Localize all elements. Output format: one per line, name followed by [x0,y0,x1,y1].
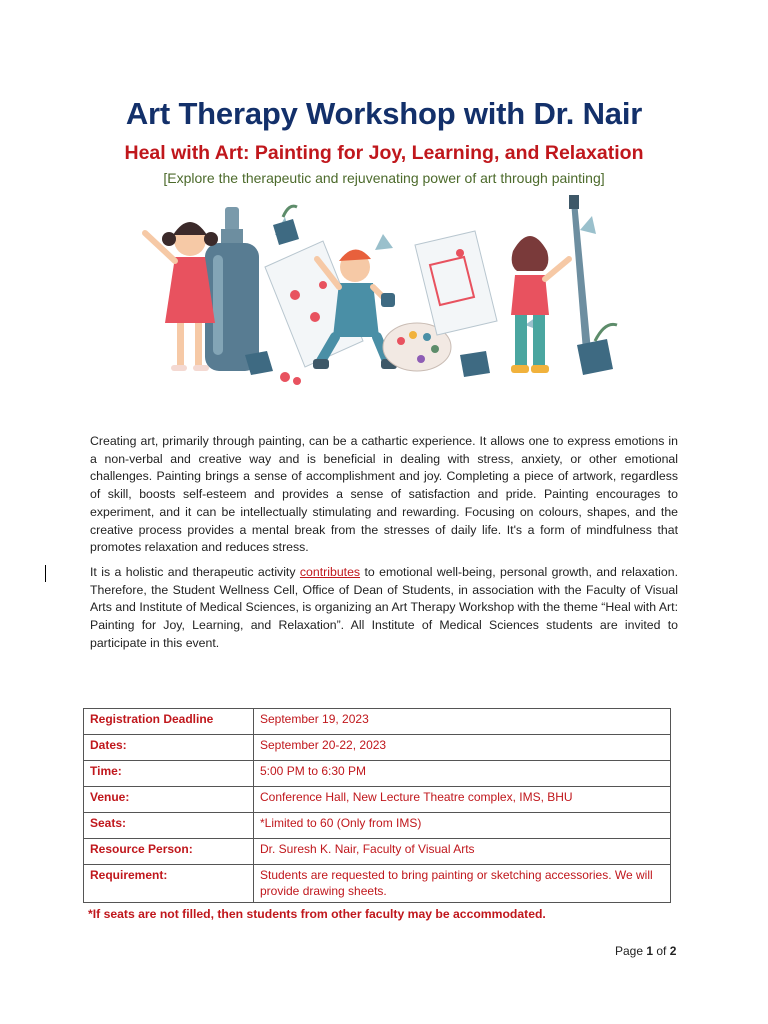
page-title: Art Therapy Workshop with Dr. Nair [125,96,643,131]
paint-bottle-icon [205,207,259,371]
page-number [615,944,676,958]
table-row [84,709,671,735]
row-value: September 19, 2023 [254,709,671,735]
workshop-details-table [83,708,671,903]
contributes-link[interactable]: contributes [299,565,361,579]
table-row [84,865,671,903]
page-prefix: Page [615,944,647,958]
row-label: Time: [84,761,254,787]
page-total: 2 [669,944,677,958]
page-current: 1 [646,944,654,958]
paragraph-text-end: to emotional well-being, personal growth, and relaxation. Therefore, the Student Wellness Cell, Office of Dean of Students, in association with the Faculty of Visual Arts and Institute of Medical Sciences, is organizing an Art Therapy Workshop with the theme “Heal with Art: Painting for Joy, Learning, and Relaxation”. All Institute of Medical Sciences students are invited to participate in this event. [90,565,678,650]
row-value: September 20-22, 2023 [254,735,671,761]
row-label: Requirement: [84,865,254,903]
paragraph-text-start: It is a holistic and therapeutic activity [90,565,300,579]
small-pot-icon [460,351,490,377]
table-row [84,839,671,865]
row-label: Registration Deadline [84,709,254,735]
row-label: Venue: [84,787,254,813]
page-of: of [653,944,670,958]
paint-brush-icon [569,195,591,351]
page-subtitle: Heal with Art: Painting for Joy, Learning, and Relaxation [124,142,644,164]
table-row [84,813,671,839]
plant-pot-icon [273,206,299,245]
intro-paragraph: Creating art, primarily through painting, can be a cathartic experience. It allows one to express emotions in a non-verbal and creative way and is beneficial in dealing with stress, anxiety, or other emotional challenges. Painting brings a sense of accomplishment and joy. Completing a piece of artwork, regardless of skill, boosts self-esteem and provides a sense of satisfaction and pride. Painting encourages to experiment, and it can be intellectually stimulating and rewarding. Focusing on colours, shapes, and the creative process provides a mental break from the stresses of daily life. It's a form of mindfulness that promotes relaxation and reduces stress. [90,434,678,555]
row-label: Resource Person: [84,839,254,865]
row-value: Students are requested to bring painting or sketching accessories. We will provide drawing sheets. [254,865,671,903]
text-cursor [45,565,46,582]
row-label: Seats: [84,813,254,839]
row-value: *Limited to 60 (Only from IMS) [254,813,671,839]
table-row [84,787,671,813]
girl-with-brush-icon [511,236,569,373]
row-label: Dates: [84,735,254,761]
table-row [84,761,671,787]
row-value: Dr. Suresh K. Nair, Faculty of Visual Arts [254,839,671,865]
table-row [84,735,671,761]
page-tagline: [Explore the therapeutic and rejuvenating power of art through painting] [163,170,605,186]
children-painting-illustration [125,195,645,395]
row-value: 5:00 PM to 6:30 PM [254,761,671,787]
details-paragraph [90,564,678,653]
row-value: Conference Hall, New Lecture Theatre complex, IMS, BHU [254,787,671,813]
seats-note: *If seats are not filled, then students from other faculty may be accommodated. [88,907,546,921]
spilled-pot-icon [245,351,273,375]
easel-canvas-icon [415,231,497,335]
